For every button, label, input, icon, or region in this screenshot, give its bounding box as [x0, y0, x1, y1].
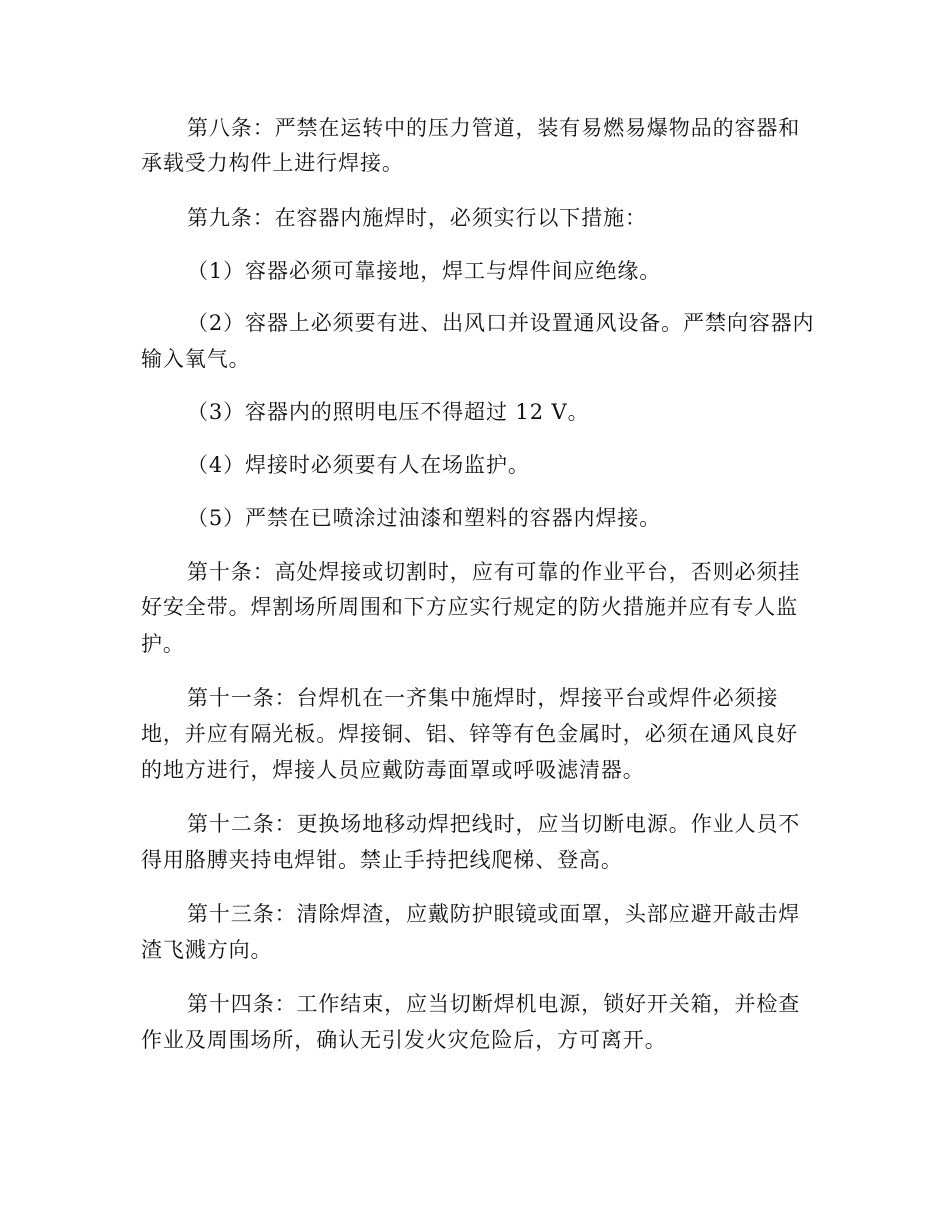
measure-2-line-2: 输入氧气。	[141, 347, 251, 371]
article-8-line-2: 承载受力构件上进行焊接。	[141, 151, 404, 175]
article-14-line-1: 第十四条：工作结束，应当切断焊机电源，锁好开关箱，并检查	[187, 992, 801, 1016]
article-10-line-1: 第十条：高处焊接或切割时，应有可靠的作业平台，否则必须挂	[187, 560, 801, 584]
article-13-line-1: 第十三条：清除焊渣，应戴防护眼镜或面罩，头部应避开敲击焊	[187, 902, 801, 926]
article-11-line-2: 地，并应有隔光板。焊接铜、铝、锌等有色金属时，必须在通风良好	[141, 722, 798, 746]
article-10-line-3: 护。	[141, 632, 185, 656]
measure-5-line-1: （5）严禁在已喷涂过油漆和塑料的容器内焊接。	[187, 506, 662, 530]
article-14-line-2: 作业及周围场所，确认无引发火灾危险后，方可离开。	[141, 1028, 667, 1052]
article-11-line-1: 第十一条：台焊机在一齐集中施焊时，焊接平台或焊件必须接	[187, 686, 779, 710]
article-8-line-1: 第八条：严禁在运转中的压力管道，装有易燃易爆物品的容器和	[187, 116, 801, 140]
measure-2-line-1: （2）容器上必须要有进、出风口并设置通风设备。严禁向容器内	[187, 311, 815, 335]
article-11-line-3: 的地方进行，焊接人员应戴防毒面罩或呼吸滤清器。	[141, 758, 645, 782]
article-12-line-2: 得用胳膊夹持电焊钳。禁止手持把线爬梯、登高。	[141, 848, 623, 872]
article-9-line-1: 第九条：在容器内施焊时，必须实行以下措施：	[187, 206, 647, 230]
article-12-line-1: 第十二条：更换场地移动焊把线时，应当切断电源。作业人员不	[187, 812, 801, 836]
article-10-line-2: 好安全带。焊割场所周围和下方应实行规定的防火措施并应有专人监	[141, 595, 798, 619]
measure-3-line-1: （3）容器内的照明电压不得超过 12 V。	[187, 400, 590, 424]
measure-1-line-1: （1）容器必须可靠接地，焊工与焊件间应绝缘。	[187, 259, 662, 283]
measure-4-line-1: （4）焊接时必须要有人在场监护。	[187, 453, 530, 477]
article-13-line-2: 渣飞溅方向。	[141, 938, 273, 962]
